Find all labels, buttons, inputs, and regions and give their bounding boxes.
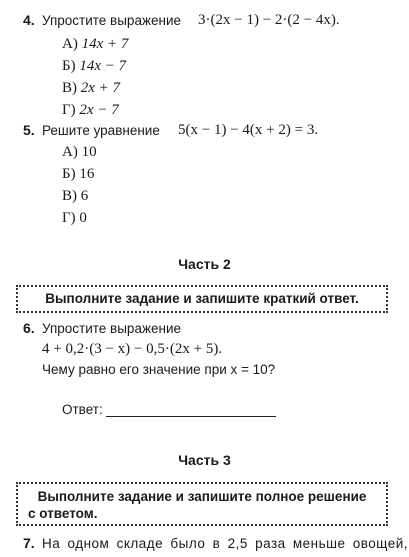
question-4-prompt: Упростите выражение [42, 13, 181, 28]
part-3-instruction-line-2: с ответом. [28, 506, 98, 521]
question-7-text: На одном складе было в 2,5 раза меньше овощей, [42, 536, 409, 551]
option-a[interactable]: А) 10 [62, 144, 97, 160]
question-6-expression: 4 + 0,2·(3 − x) − 0,5·(2x + 5). [42, 341, 223, 357]
option-a[interactable]: А) 14x + 7 [62, 36, 129, 52]
option-v[interactable]: В) 2x + 7 [62, 80, 121, 96]
option-g[interactable]: Г) 0 [62, 210, 87, 226]
question-5-expression: 5(x − 1) − 4(x + 2) = 3. [178, 122, 319, 138]
option-b[interactable]: Б) 14x − 7 [62, 58, 127, 74]
answer-label: Ответ: [62, 402, 103, 417]
question-7-number: 7. [23, 535, 35, 551]
part-3-instruction-line-1: Выполните задание и запишите полное решение [37, 489, 367, 504]
question-6-question: Чему равно его значение при x = 10? [42, 362, 276, 377]
option-g[interactable]: Г) 2x − 7 [62, 102, 119, 118]
option-b[interactable]: Б) 16 [62, 166, 95, 182]
option-v[interactable]: В) 6 [62, 188, 89, 204]
part-2-title: Часть 2 [178, 256, 231, 272]
part-3-instruction-box [16, 482, 388, 526]
question-6-number: 6. [23, 320, 35, 336]
part-2-instruction: Выполните задание и запишите краткий ответ. [45, 291, 359, 306]
part-3-title: Часть 3 [178, 452, 231, 468]
answer-input-line[interactable] [106, 416, 276, 417]
question-5-prompt: Решите уравнение [42, 123, 160, 138]
question-4-number: 4. [23, 12, 35, 28]
question-5-number: 5. [23, 122, 35, 138]
question-4-expression: 3·(2x − 1) − 2·(2 − 4x). [198, 12, 340, 28]
part-2-instruction-box [16, 285, 388, 313]
question-6-prompt: Упростите выражение [42, 321, 181, 336]
